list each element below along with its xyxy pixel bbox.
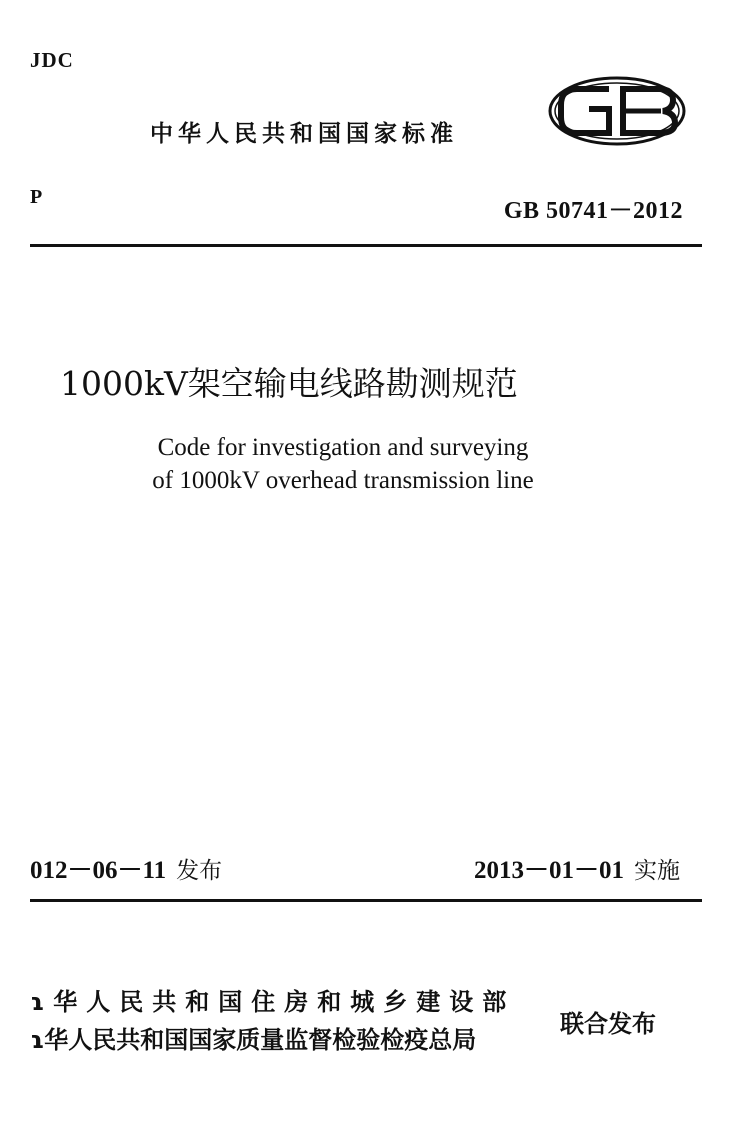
issue-label: 发布 bbox=[176, 858, 223, 884]
implementation-date bbox=[474, 850, 680, 886]
implementation-date-value: 2013－01－01 bbox=[473, 857, 624, 884]
title-chinese: 1000kV架空输电线路勘测规范 bbox=[60, 364, 518, 403]
udc-label: JDC bbox=[30, 48, 74, 72]
implementation-label: 实施 bbox=[634, 858, 680, 884]
issue-date bbox=[30, 850, 222, 886]
top-divider bbox=[30, 244, 702, 247]
issuer-ministry-housing: ɿ华人民共和国住房和城乡建设部 bbox=[30, 988, 516, 1016]
left-edge-mark: P bbox=[30, 186, 43, 208]
joint-publish-label: 联合发布 bbox=[560, 1010, 656, 1038]
title-english-line2: of 1000kV overhead transmission line bbox=[152, 467, 534, 494]
standard-code: GB 50741－2012 bbox=[503, 198, 683, 224]
issue-date-value: 012－06－11 bbox=[30, 857, 167, 884]
gb-logo-icon bbox=[547, 75, 687, 147]
title-english-line1: Code for investigation and surveying bbox=[157, 434, 529, 461]
national-standard-heading: 中华人民共和国国家标准 bbox=[150, 121, 458, 147]
issuer-quality-supervision: ɿ华人民共和国国家质量监督检验检疫总局 bbox=[30, 1026, 477, 1054]
bottom-divider bbox=[30, 899, 702, 902]
